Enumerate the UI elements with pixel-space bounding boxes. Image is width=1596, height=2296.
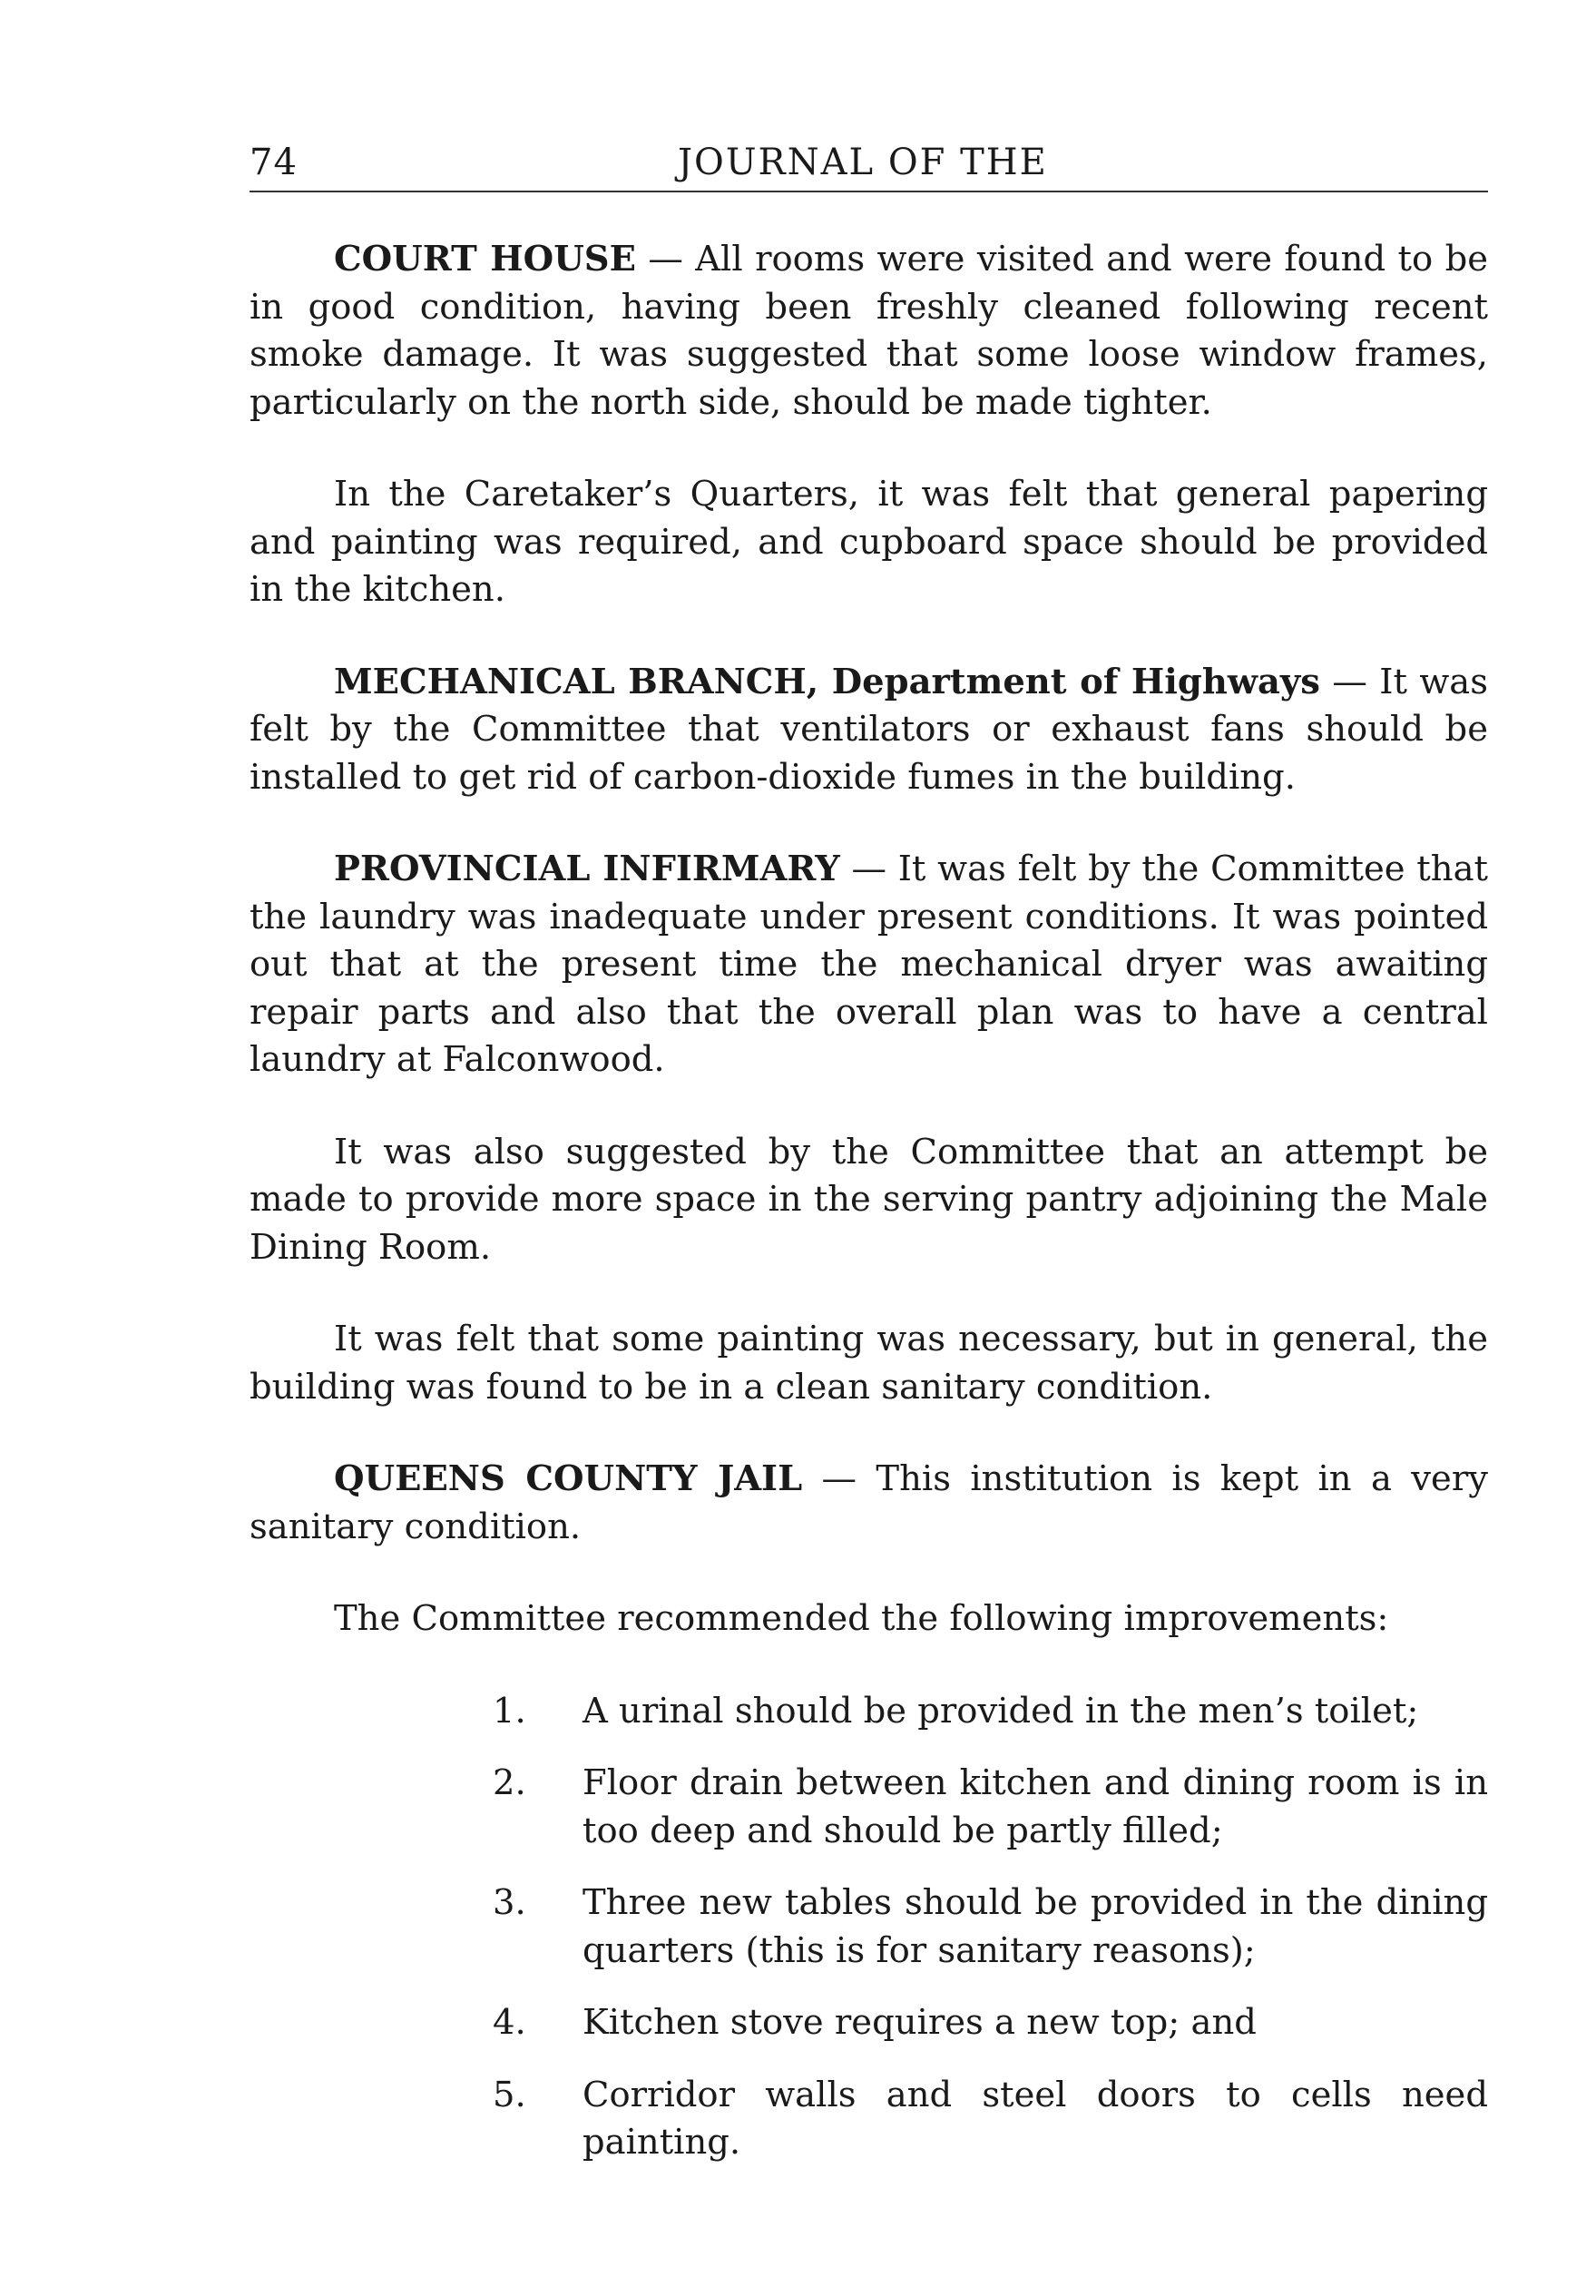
paragraph-text: It was felt that some painting was necessary, but in general, the building was found to be in a clean sanitary condition.	[250, 1319, 1488, 1408]
paragraph-caretaker	[250, 471, 1488, 614]
paragraph-serving-pantry	[250, 1129, 1488, 1272]
paragraph-lead: COURT HOUSE	[334, 239, 636, 280]
paragraph-text: — This institution is kept in a very sanitary condition.	[250, 1458, 1488, 1547]
document-page	[250, 136, 1488, 2163]
list-item	[250, 1879, 1488, 1975]
paragraph-text: — It was felt by the Committee that ventilators or exhaust fans should be installed to get rid of carbon-dioxide fumes in the building.	[250, 661, 1488, 798]
paragraph-text: The Committee recommended the following improvements:	[334, 1598, 1389, 1639]
list-text: Three new tables should be provided in the dining quarters (this is for sanitary reasons);	[583, 1882, 1488, 1971]
list-text: Kitchen stove requires a new top; and	[583, 2002, 1257, 2043]
paragraph-text: — It was felt by the Committee that the laundry was inadequate under present conditions. It was pointed out that at the present time the mechanical dryer was awaiting repair parts and also that the overall plan was to have a central laundry at Falconwood.	[250, 849, 1488, 1080]
list-item	[250, 1999, 1488, 2047]
list-item	[250, 1760, 1488, 1855]
journal-title: JOURNAL OF THE	[678, 142, 1048, 183]
paragraph-text: — All rooms were visited and were found to be in good condition, having been freshly cleaned following recent smoke damage. It was suggested that some loose window frames, particularly on the north side, should be made tighter.	[250, 239, 1488, 423]
improvements-list	[250, 1688, 1488, 2167]
list-item	[250, 1688, 1488, 1736]
paragraph-mechanical-branch	[250, 659, 1488, 802]
paragraph-lead: PROVINCIAL INFIRMARY	[334, 849, 840, 889]
document-body	[250, 236, 1488, 2192]
list-number: 4.	[493, 2002, 526, 2043]
list-text: Corridor walls and steel doors to cells need painting.	[583, 2074, 1488, 2163]
list-item	[250, 2072, 1488, 2167]
list-text: Floor drain between kitchen and dining room is in too deep and should be partly filled;	[583, 1762, 1488, 1851]
paragraph-provincial-infirmary	[250, 846, 1488, 1084]
paragraph-lead: QUEENS COUNTY JAIL	[334, 1458, 803, 1499]
paragraph-recommendations	[250, 1595, 1488, 1644]
paragraph-text: It was also suggested by the Committee that an attempt be made to provide more space in the serving pantry adjoining the Male Dining Room.	[250, 1131, 1488, 1268]
list-number: 2.	[493, 1762, 526, 1803]
list-text: A urinal should be provided in the men’s toilet;	[583, 1690, 1419, 1732]
list-number: 1.	[493, 1690, 526, 1732]
running-header	[250, 136, 1488, 191]
header-rule	[250, 191, 1488, 192]
list-number: 3.	[493, 1882, 526, 1923]
paragraph-painting	[250, 1316, 1488, 1411]
paragraph-lead: MECHANICAL BRANCH, Department of Highways	[334, 661, 1320, 702]
list-number: 5.	[493, 2074, 526, 2115]
page-number: 74	[250, 142, 298, 183]
paragraph-court-house	[250, 236, 1488, 427]
paragraph-text: In the Caretaker’s Quarters, it was felt that general papering and painting was required, and cupboard space should be provided in the kitchen.	[250, 474, 1488, 610]
paragraph-queens-county-jail	[250, 1456, 1488, 1551]
